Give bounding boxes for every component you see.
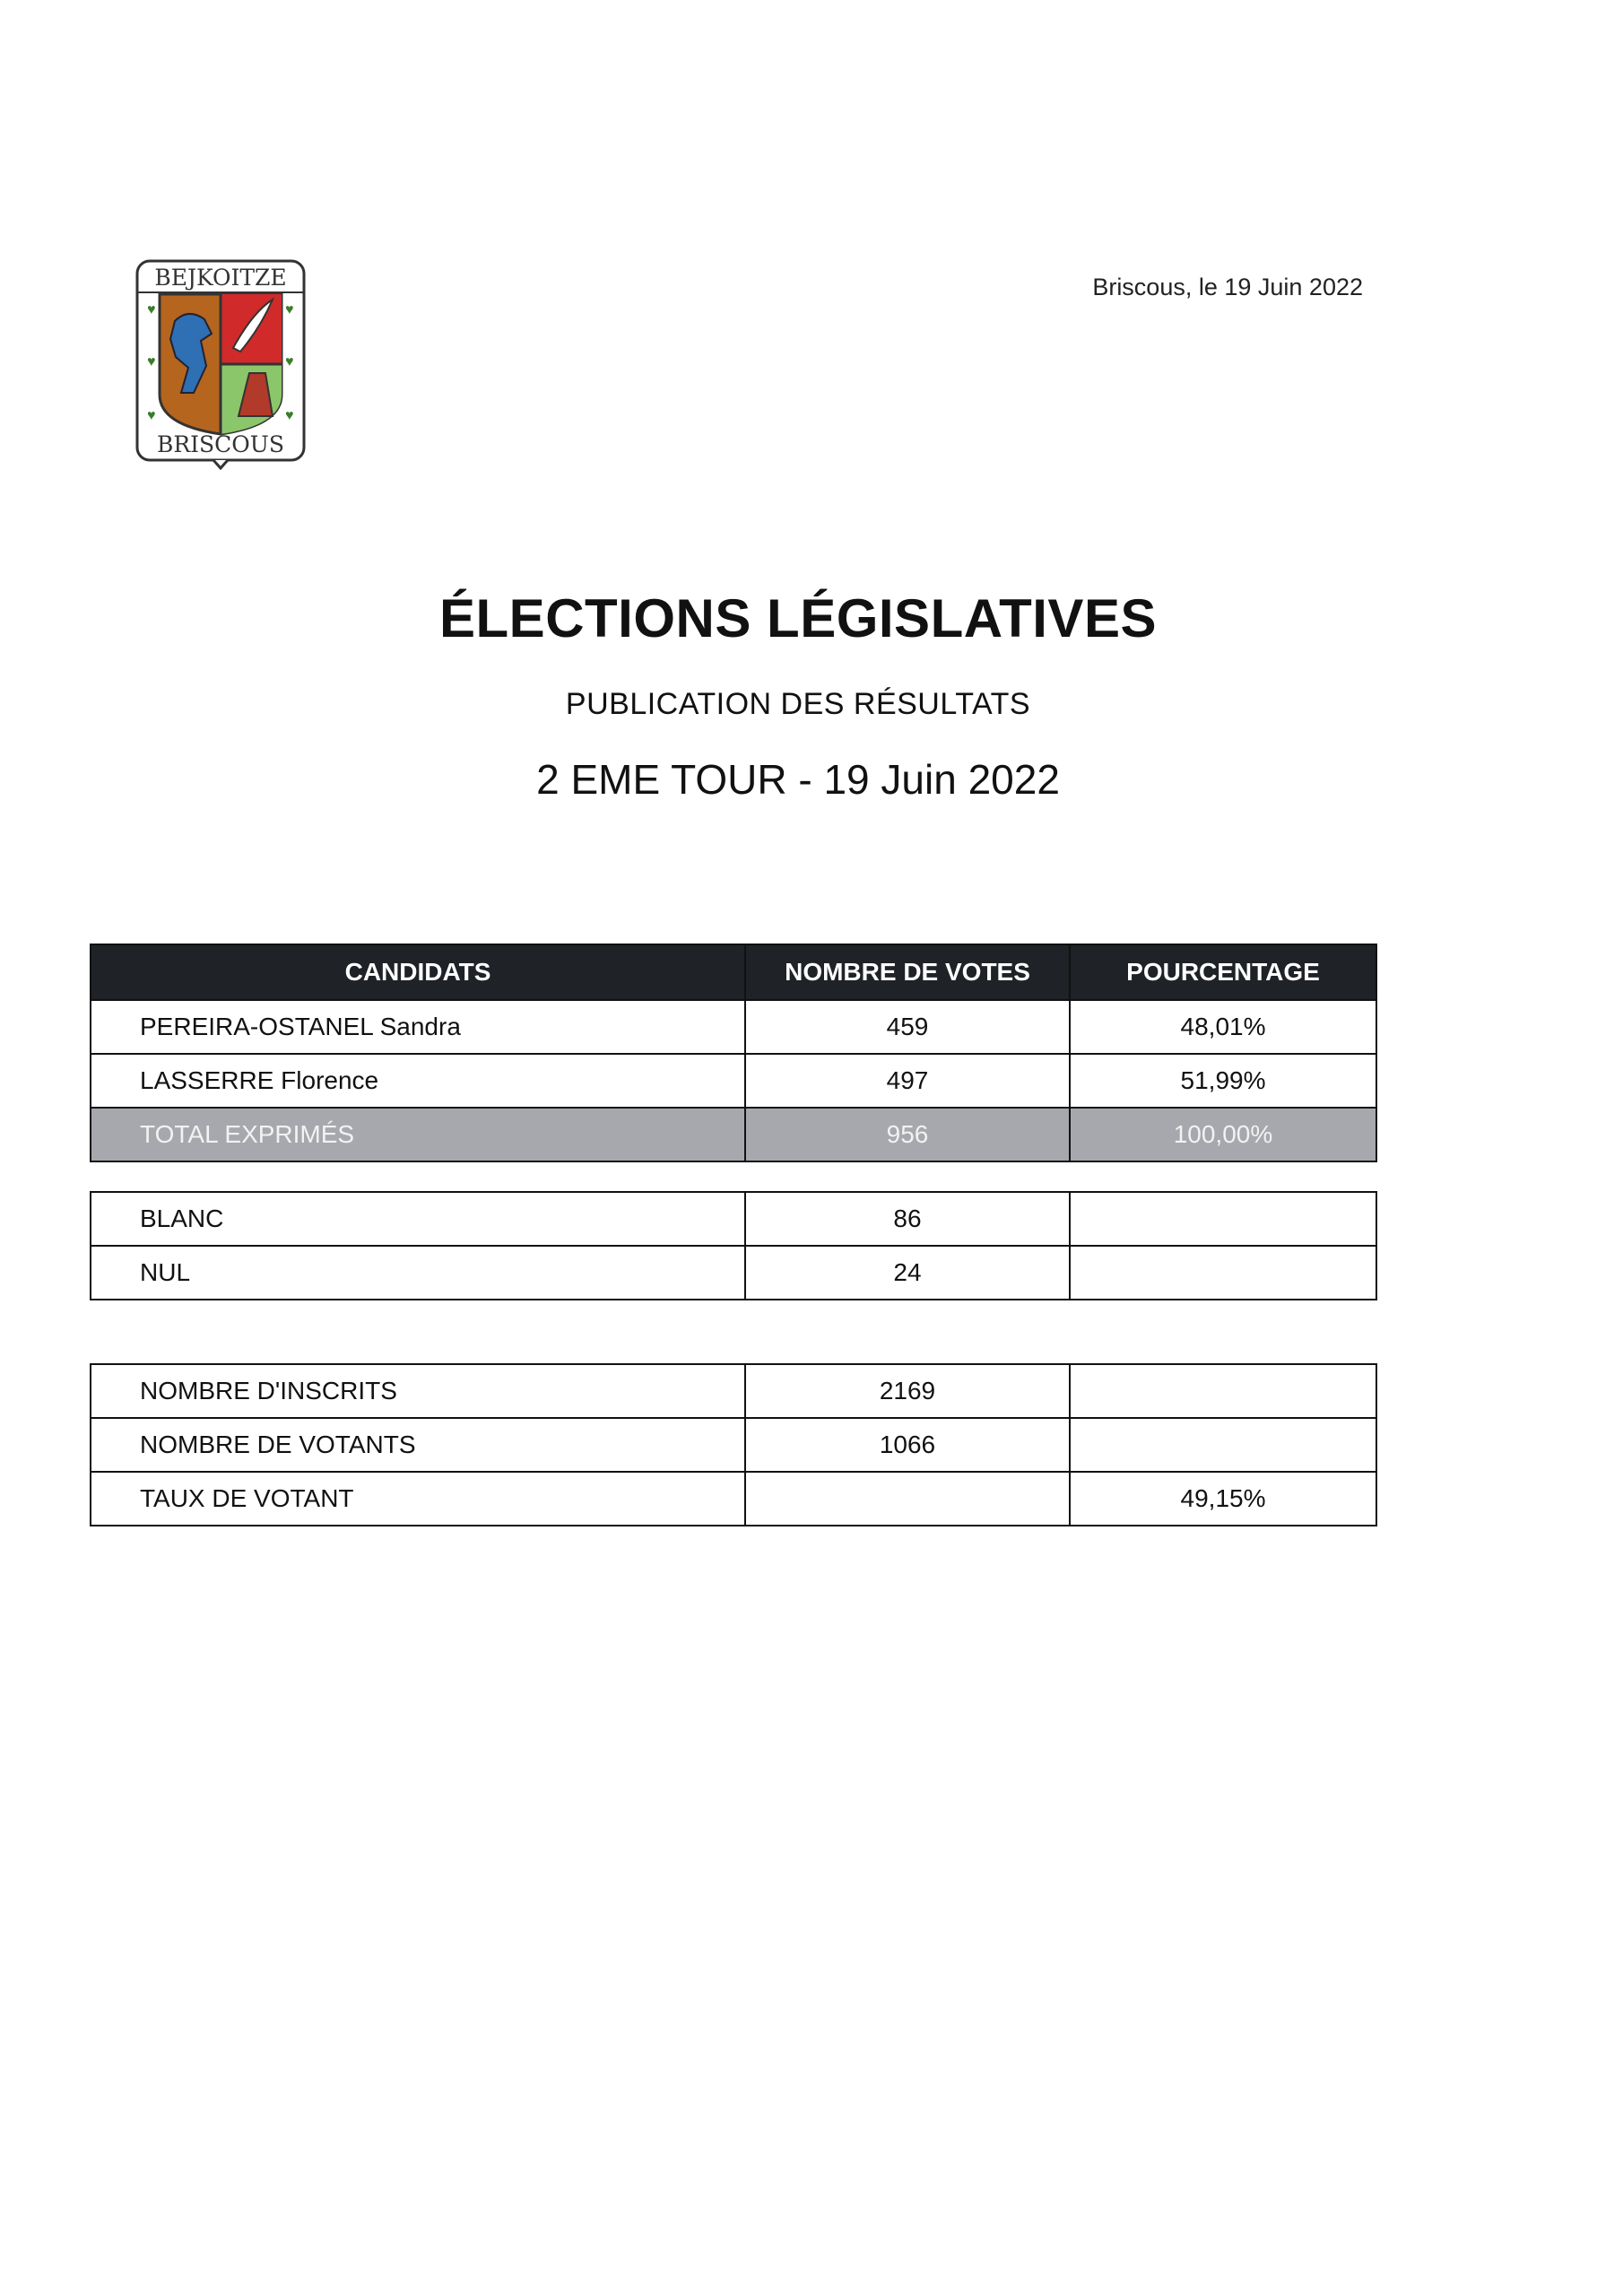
candidate-votes: 497 [745,1054,1070,1108]
crest-top-text: BEJKOITZE [154,265,287,291]
row-percent [1070,1364,1376,1418]
svg-text:♥: ♥ [285,408,294,423]
candidate-name: PEREIRA-OSTANEL Sandra [91,1000,745,1054]
candidate-percent: 48,01% [1070,1000,1376,1054]
row-label: NUL [91,1246,745,1300]
svg-text:♥: ♥ [285,354,294,370]
svg-text:♥: ♥ [147,408,156,423]
table-row [91,1472,1376,1526]
header-candidats: CANDIDATS [91,944,745,1000]
total-votes: 956 [745,1108,1070,1161]
table-row [91,1364,1376,1418]
turnout-table [90,1363,1377,1526]
row-percent [1070,1192,1376,1246]
table-row [91,1246,1376,1300]
row-label: NOMBRE D'INSCRITS [91,1364,745,1418]
total-label: TOTAL EXPRIMÉS [91,1108,745,1161]
header-percent: POURCENTAGE [1070,944,1376,1000]
briscous-coat-of-arms-logo [135,258,307,470]
table-row [91,1000,1376,1054]
row-value: 24 [745,1246,1070,1300]
round-heading: 2 EME TOUR - 19 Juin 2022 [536,756,1060,803]
row-value: 86 [745,1192,1070,1246]
row-label: NOMBRE DE VOTANTS [91,1418,745,1472]
header-votes: NOMBRE DE VOTES [745,944,1070,1000]
svg-text:♥: ♥ [147,354,156,370]
row-value [745,1472,1070,1526]
table-row [91,1418,1376,1472]
candidate-name: LASSERRE Florence [91,1054,745,1108]
blank-null-table [90,1191,1377,1300]
row-label: TAUX DE VOTANT [91,1472,745,1526]
table-row [91,1192,1376,1246]
page-subtitle: PUBLICATION DES RÉSULTATS [565,687,1031,721]
row-label: BLANC [91,1192,745,1246]
results-table [90,944,1377,1162]
svg-text:♥: ♥ [147,302,156,317]
date-line: Briscous, le 19 Juin 2022 [1092,274,1363,300]
candidate-votes: 459 [745,1000,1070,1054]
total-percent: 100,00% [1070,1108,1376,1161]
svg-text:♥: ♥ [285,302,294,317]
row-percent: 49,15% [1070,1472,1376,1526]
row-percent [1070,1246,1376,1300]
candidate-percent: 51,99% [1070,1054,1376,1108]
table-row [91,1054,1376,1108]
row-value: 1066 [745,1418,1070,1472]
row-percent [1070,1418,1376,1472]
total-row [91,1108,1376,1161]
results-header-row [91,944,1376,1000]
page-title: ÉLECTIONS LÉGISLATIVES [439,588,1157,648]
crest-bottom-text: BRISCOUS [156,431,285,457]
row-value: 2169 [745,1364,1070,1418]
